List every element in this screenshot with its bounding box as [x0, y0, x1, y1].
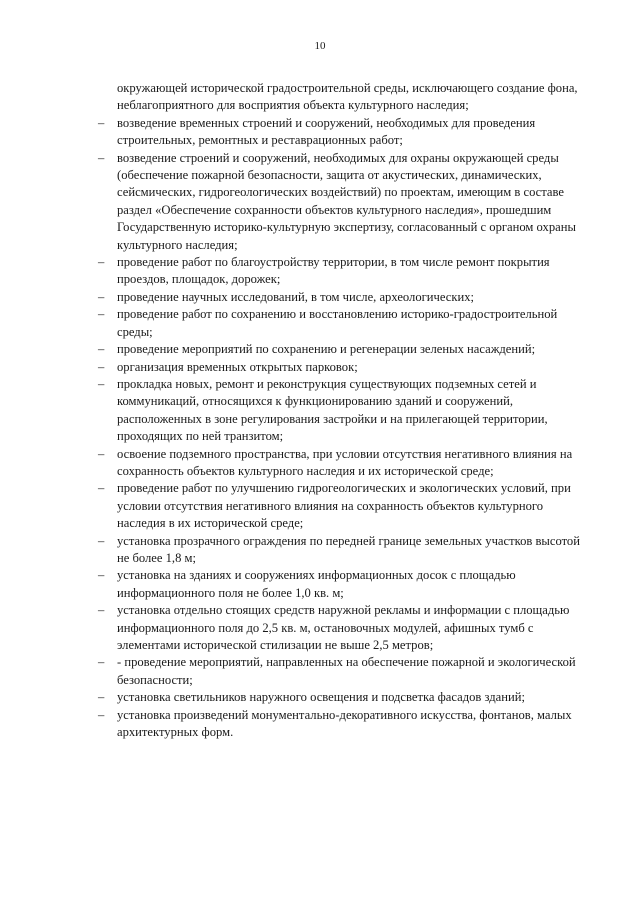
text-line: проведение научных исследований, в том числе, археологических;: [117, 289, 475, 304]
bullet-dash: –: [98, 289, 105, 304]
list-item: [98, 689, 585, 706]
bullet-dash: –: [98, 115, 105, 130]
text-line: установка отдельно стоящих средств наружной рекламы и информации с площадью: [117, 603, 570, 618]
bullet-dash: –: [98, 533, 105, 548]
bullet-dash: –: [98, 603, 105, 618]
text-line: освоение подземного пространства, при условии отсутствия негативного влияния на: [117, 446, 573, 461]
list-item: [98, 707, 585, 742]
list-item: [98, 376, 585, 446]
list-item: [98, 533, 585, 568]
text-line: установка прозрачного ограждения по передней границе земельных участков высотой: [117, 533, 580, 548]
text-line: проходящих по ней транзитом;: [117, 429, 284, 444]
bullet-dash: –: [98, 307, 105, 322]
text-line: расположенных в зоне регулирования застройки и на прилегающей территории,: [117, 411, 548, 426]
bullet-dash: –: [98, 150, 105, 165]
text-line: возведение строений и сооружений, необходимых для охраны окружающей среды: [117, 150, 559, 165]
text-line: коммуникаций, относящихся к функционированию зданий и сооружений,: [117, 394, 514, 409]
text-line: проведение работ по благоустройству территории, в том числе ремонт покрытия: [117, 255, 550, 270]
bullet-dash: –: [98, 655, 105, 670]
text-line: Государственную историко-культурную экспертизу, согласованный с органом охраны: [117, 220, 576, 235]
bullet-dash: –: [98, 376, 105, 391]
bullet-dash: –: [98, 255, 105, 270]
text-line: (обеспечение пожарной безопасности, защита от акустических, динамических,: [117, 168, 542, 183]
text-line: не более 1,8 м;: [117, 550, 196, 565]
document-body: [98, 80, 585, 741]
list-item: [98, 115, 585, 150]
text-line: строительных, ремонтных и реставрационных работ;: [117, 133, 403, 148]
text-line: проездов, площадок, дорожек;: [117, 272, 281, 287]
bullet-dash: –: [98, 446, 105, 461]
text-line: условии отсутствия негативного влияния на сохранность объектов культурного: [117, 498, 544, 513]
bullet-dash: –: [98, 707, 105, 722]
text-line: информационного поля не более 1,0 кв. м;: [117, 585, 344, 600]
text-line: безопасности;: [117, 672, 193, 687]
list-item: [98, 254, 585, 289]
text-line: среды;: [117, 324, 153, 339]
bullet-list: [98, 115, 585, 742]
text-line: организация временных открытых парковок;: [117, 359, 358, 374]
text-line: архитектурных форм.: [117, 725, 234, 740]
bullet-dash: –: [98, 481, 105, 496]
list-item: [98, 150, 585, 254]
text-line: установка на зданиях и сооружениях информационных досок с площадью: [117, 568, 516, 583]
list-item: [98, 306, 585, 341]
bullet-dash: –: [98, 690, 105, 705]
text-line: информационного поля до 2,5 кв. м, остановочных модулей, афишных тумб с: [117, 620, 534, 635]
text-line: культурного наследия;: [117, 237, 238, 252]
text-line: неблагоприятного для восприятия объекта культурного наследия;: [117, 98, 469, 113]
bullet-dash: –: [98, 359, 105, 374]
text-line: проведение работ по сохранению и восстановлению историко-градостроительной: [117, 307, 558, 322]
text-line: прокладка новых, ремонт и реконструкция существующих подземных сетей и: [117, 376, 537, 391]
text-line: проведение работ по улучшению гидрогеологических и экологических условий, при: [117, 481, 571, 496]
list-item: [98, 480, 585, 532]
text-line: раздел «Обеспечение сохранности объектов культурного наследия», прошедшим: [117, 202, 552, 217]
text-line: сохранность объектов культурного наследия и их исторической среде;: [117, 463, 494, 478]
list-item: [98, 359, 585, 376]
text-line: возведение временных строений и сооружений, необходимых для проведения: [117, 115, 536, 130]
bullet-dash: –: [98, 568, 105, 583]
text-line: установка произведений монументально-декоративного искусства, фонтанов, малых: [117, 707, 572, 722]
text-line: элементами исторической стилизации не выше 2,5 метров;: [117, 638, 434, 652]
bullet-dash: –: [98, 342, 105, 357]
list-item: [98, 289, 585, 306]
text-line: - проведение мероприятий, направленных на обеспечение пожарной и экологической: [117, 655, 576, 670]
text-line: установка светильников наружного освещения и подсветка фасадов зданий;: [117, 690, 525, 705]
text-line: проведение мероприятий по сохранению и регенерации зеленых насаждений;: [117, 342, 536, 357]
page-number: 10: [314, 40, 326, 52]
text-line: наследия в их исторической среде;: [117, 516, 304, 531]
text-line: окружающей исторической градостроительной среды, исключающего создание фона,: [117, 81, 578, 95]
list-item: [98, 602, 585, 654]
text-line: сейсмических, гидрогеологических воздействий) по проектам, имеющим в составе: [117, 185, 564, 200]
list-item: [98, 341, 585, 358]
intro-paragraph: [117, 80, 585, 115]
list-item: [98, 446, 585, 481]
list-item: [98, 567, 585, 602]
list-item: [98, 654, 585, 689]
